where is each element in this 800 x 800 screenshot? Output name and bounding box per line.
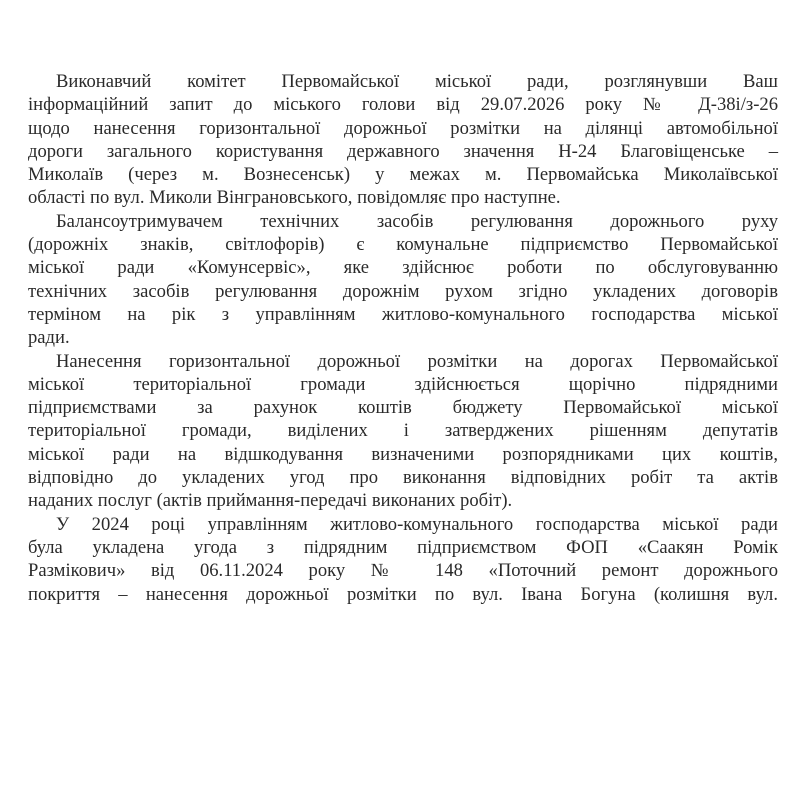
- text-line: Миколаїв (через м. Вознесенськ) у межах м. Первомайська Миколаївської: [28, 164, 778, 186]
- paragraph-1: [28, 70, 778, 210]
- text-line: У 2024 році управлінням житлово-комунального господарства міської ради: [56, 513, 778, 535]
- text-line: територіальної громади, виділених і затверджених рішенням депутатів: [28, 420, 778, 442]
- text-line: Балансоутримувачем технічних засобів регулювання дорожнього руху: [56, 210, 778, 232]
- text-line: технічних засобів регулювання дорожнім рухом згідно укладених договорів: [28, 280, 778, 302]
- text-line: Виконавчий комітет Первомайської міської ради, розглянувши Ваш: [56, 71, 778, 92]
- text-line: інформаційний запит до міського голови від 29.07.2026 року № Д-38і/з-26: [28, 94, 778, 116]
- text-line: терміном на рік з управлінням житлово-комунального господарства міської: [28, 303, 778, 325]
- text-line: дороги загального користування державного значення Н-24 Благовіщенське –: [28, 140, 778, 162]
- text-line: міської ради на відшкодування визначеними розпорядниками цих коштів,: [28, 443, 778, 465]
- text-line: міської територіальної громади здійснюється щорічно підрядними: [28, 373, 778, 395]
- text-line: області по вул. Миколи Вінграновського, повідомляє про наступне.: [28, 187, 561, 209]
- text-line: Нанесення горизонтальної дорожньої розмітки на дорогах Первомайської: [56, 350, 778, 372]
- text-line: щодо нанесення горизонтальної дорожньої розмітки на ділянці автомобільної: [28, 117, 778, 139]
- text-line: наданих послуг (актів приймання-передачі виконаних робіт).: [28, 490, 513, 512]
- text-line: покриття – нанесення дорожньої розмітки по вул. Івана Богуна (колишня вул.: [28, 583, 778, 605]
- letter-body: [28, 70, 778, 606]
- text-line: міської ради «Комунсервіс», яке здійснює роботи по обслуговуванню: [28, 257, 778, 279]
- text-line: Размікович» від 06.11.2024 року № 148 «Поточний ремонт дорожнього: [28, 560, 778, 582]
- text-line: ради.: [28, 327, 70, 349]
- text-line: була укладена угода з підрядним підприємством ФОП «Саакян Ромік: [28, 536, 778, 558]
- text-line: (дорожніх знаків, світлофорів) є комунальне підприємство Первомайської: [28, 234, 778, 256]
- paragraph-4: [28, 513, 778, 606]
- paragraph-3: [28, 350, 778, 513]
- paragraph-2: [28, 210, 778, 350]
- text-line: підприємствами за рахунок коштів бюджету Первомайської міської: [28, 397, 778, 419]
- text-line: відповідно до укладених угод про виконання відповідних робіт та актів: [28, 467, 778, 489]
